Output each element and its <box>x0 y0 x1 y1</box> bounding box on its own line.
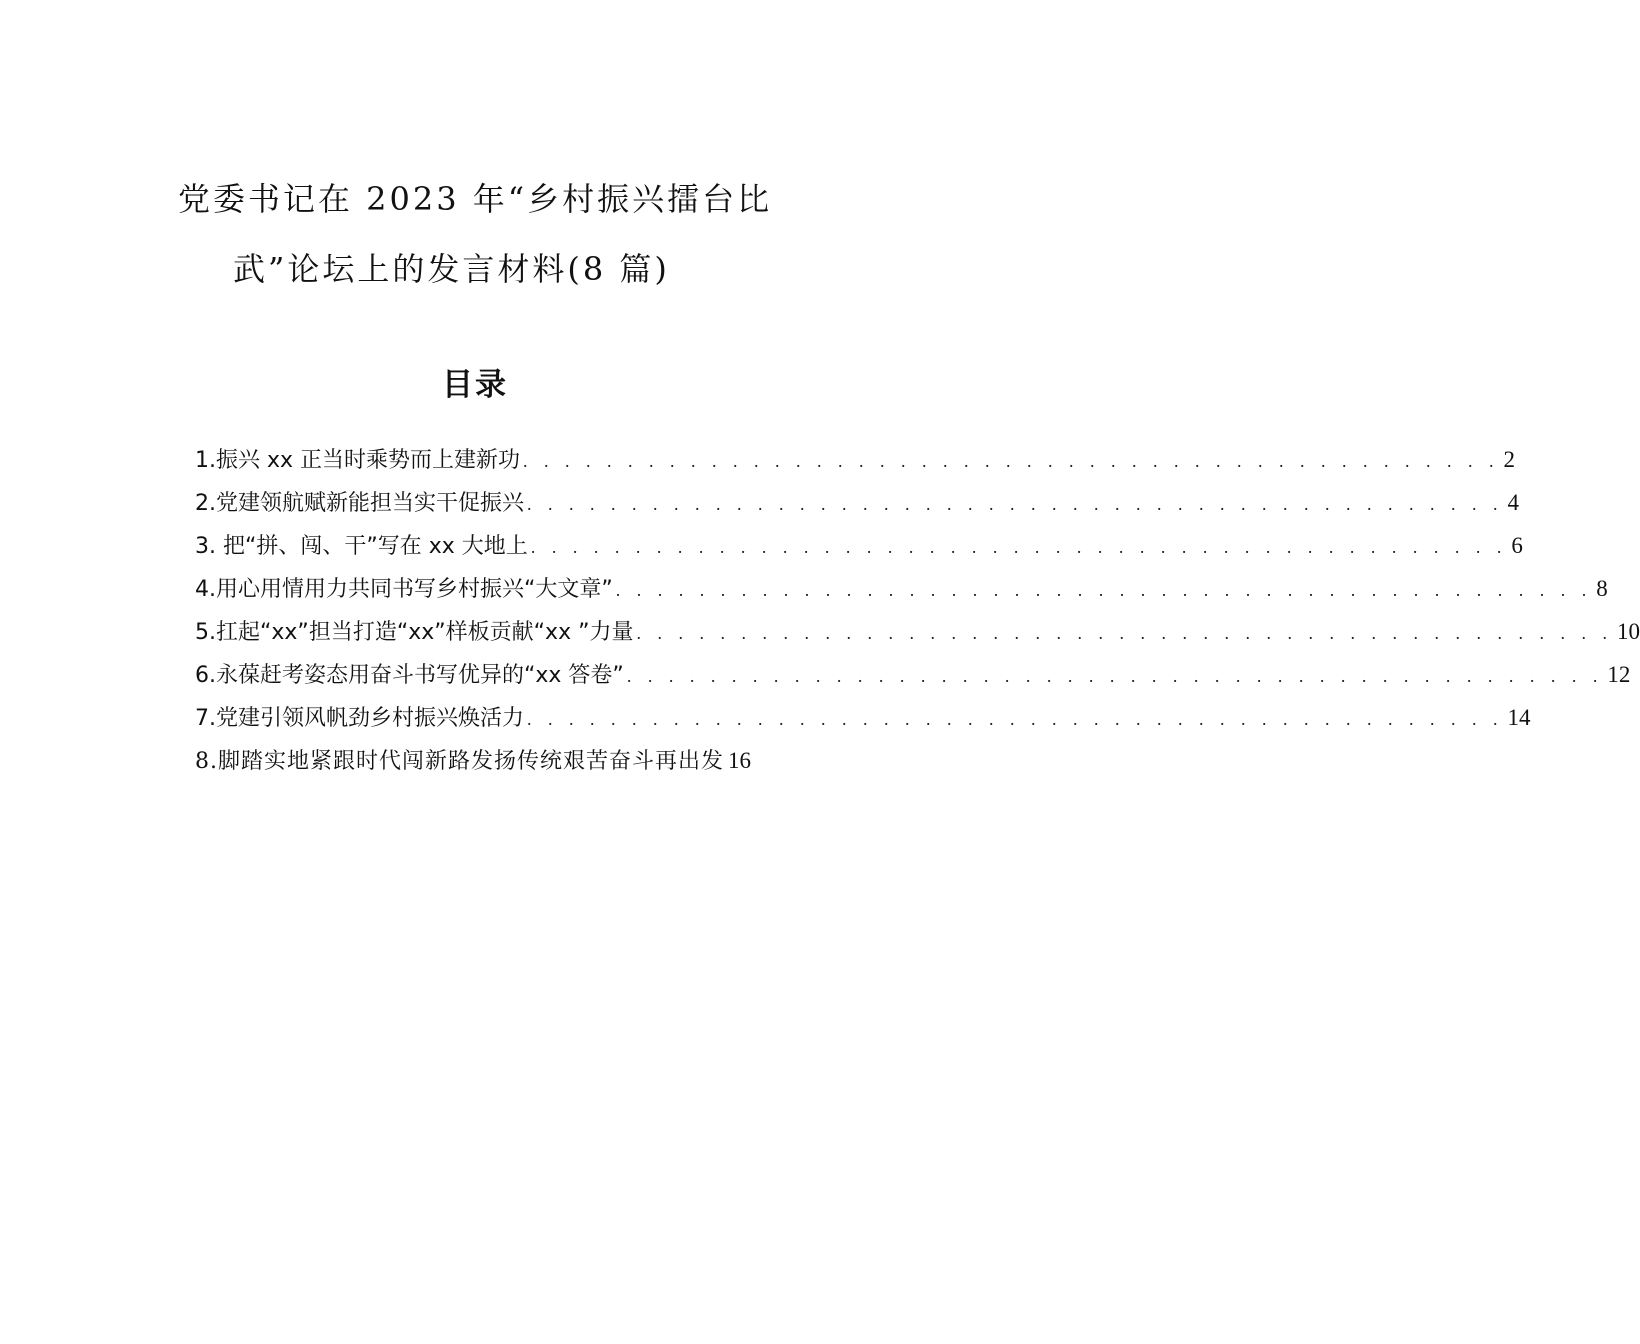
toc-dot-leader: . . . . . . . . . . . . . . . . . . . . . . . . . . . . . . . . . . . . . . . . . . . . . . . <box>527 709 1504 729</box>
toc-dot-leader: . . . . . . . . . . . . . . . . . . . . . . . . . . . . . . . . . . . . . . . . . . . . . . . <box>626 666 1604 686</box>
toc-item-label: 4.用心用情用力共同书写乡村振兴“大文章” <box>195 577 613 602</box>
toc-item-3[interactable] <box>195 524 1523 567</box>
toc-dot-leader: . . . . . . . . . . . . . . . . . . . . . . . . . . . . . . . . . . . . . . . . . . . . . . . <box>636 623 1613 643</box>
toc-item-5[interactable] <box>195 610 1640 653</box>
toc-dot-leader: . . . . . . . . . . . . . . . . . . . . . . . . . . . . . . . . . . . . . . . . . . . . . . . <box>615 580 1593 600</box>
document-title-line-1: 党委书记在 2023 年“乡村振兴擂台比 <box>178 180 773 218</box>
toc-page-number: 12 <box>1607 662 1631 687</box>
toc-page-number: 4 <box>1507 490 1519 515</box>
toc-item-7[interactable] <box>195 696 1531 739</box>
toc-item-label: 3. 把“拼、闯、干”写在 xx 大地上 <box>195 534 528 559</box>
toc-page-number: 10 <box>1617 619 1640 644</box>
toc-item-6[interactable] <box>195 653 1631 696</box>
table-of-contents <box>195 438 1640 782</box>
toc-item-label: 7.党建引领风帆劲乡村振兴焕活力 <box>195 706 524 731</box>
toc-item-2[interactable] <box>195 481 1519 524</box>
toc-heading: 目录 <box>442 367 508 403</box>
toc-item-label: 5.扛起“xx”担当打造“xx”样板贡献“xx ”力量 <box>195 620 634 645</box>
document-title-line-2: 武”论坛上的发言材料(8 篇) <box>233 250 670 288</box>
toc-page-number: 6 <box>1511 533 1523 558</box>
toc-item-1[interactable] <box>195 438 1516 481</box>
toc-item-label: 1.振兴 xx 正当时乘势而上建新功 <box>195 448 521 473</box>
toc-page-number: 2 <box>1503 447 1516 472</box>
toc-item-label: 6.永葆赶考姿态用奋斗书写优异的“xx 答卷” <box>195 663 624 688</box>
toc-page-number: 8 <box>1596 576 1608 601</box>
toc-page-number: 14 <box>1507 705 1531 730</box>
toc-item-label: 8.脚踏实地紧跟时代闯新路发扬传统艰苦奋斗再出发 <box>195 749 724 774</box>
toc-dot-leader: . . . . . . . . . . . . . . . . . . . . . . . . . . . . . . . . . . . . . . . . . . . . . . . <box>523 451 1500 471</box>
toc-item-4[interactable] <box>195 567 1608 610</box>
toc-dot-leader: . . . . . . . . . . . . . . . . . . . . . . . . . . . . . . . . . . . . . . . . . . . . . . . <box>527 494 1504 514</box>
toc-item-8[interactable] <box>195 739 805 782</box>
toc-item-label: 2.党建领航赋新能担当实干促振兴 <box>195 491 524 516</box>
toc-dot-leader: . . . . . . . . . . . . . . . . . . . . . . . . . . . . . . . . . . . . . . . . . . . . . . . <box>530 537 1508 557</box>
toc-page-number: 16 <box>728 748 751 773</box>
